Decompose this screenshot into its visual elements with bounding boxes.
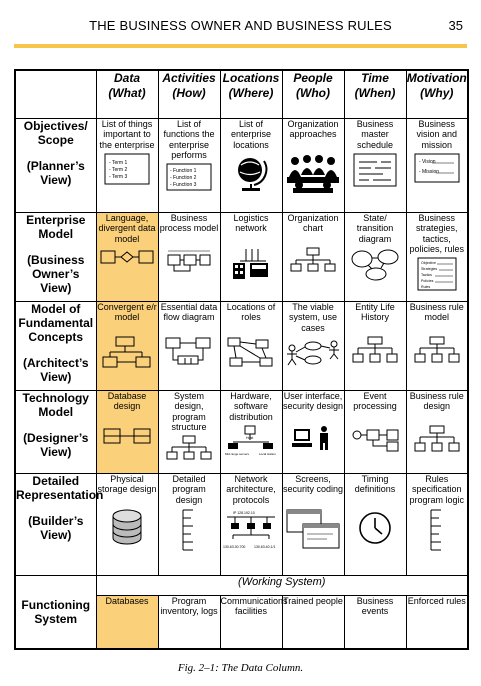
zachman-framework-table xyxy=(14,69,469,650)
use-case-icon xyxy=(285,336,341,370)
cell-architect-time: Entity Life History xyxy=(344,301,406,390)
svg-text:Tactics: Tactics xyxy=(420,272,432,277)
cell-builder-locations: Network architecture, protocols IP 128.192.10 130.63.30.700 130.63.40.1/1 xyxy=(220,473,282,575)
row-working-system-banner xyxy=(15,575,468,595)
cell-designer-time: Event processing xyxy=(344,390,406,473)
row-designer xyxy=(15,390,468,473)
header-rule xyxy=(14,44,467,48)
svg-text:- Term 2: - Term 2 xyxy=(109,166,128,173)
cell-designer-activities: System design, program structure xyxy=(158,390,220,473)
cell-owner-motivation: Business strategies, tactics, policies, rules Objective Strategies Tactics Policies Rules xyxy=(406,212,468,301)
storage-drum-icon xyxy=(107,508,147,548)
svg-text:- Function 3: - Function 3 xyxy=(170,181,197,188)
col-header-people: People (Who) xyxy=(282,70,344,118)
svg-text:Rules: Rules xyxy=(420,284,430,289)
cell-planner-activities: List of functions the enterprise performs - Function 1 - Function 2 - Function 3 xyxy=(158,118,220,212)
svg-text:- Term 1: - Term 1 xyxy=(109,159,128,166)
cell-owner-locations: Logistics network xyxy=(220,212,282,301)
cell-functioning-time: Business events xyxy=(344,595,406,649)
row-business-owner xyxy=(15,212,468,301)
column-header-row xyxy=(15,70,468,118)
cell-owner-data: Language, divergent data model xyxy=(96,212,158,301)
clock-icon xyxy=(355,508,395,548)
svg-text:IP 128.192.10: IP 128.192.10 xyxy=(233,510,255,515)
svg-text:- Term 3: - Term 3 xyxy=(109,173,128,180)
rule-design-icon xyxy=(414,425,460,453)
svg-text:- Mission: - Mission xyxy=(418,168,439,175)
row-architect xyxy=(15,301,468,390)
svg-text:Strategies: Strategies xyxy=(420,266,437,271)
svg-text:130.63.30.700: 130.63.30.700 xyxy=(223,544,246,549)
cell-architect-activities: Essential data flow diagram xyxy=(158,301,220,390)
program-code-icon xyxy=(179,508,199,552)
roles-network-icon xyxy=(226,336,276,368)
cell-architect-motivation: Business rule model xyxy=(406,301,468,390)
org-chart-icon xyxy=(290,247,336,273)
svg-text:- Function 1: - Function 1 xyxy=(170,167,197,174)
schedule-icon xyxy=(353,153,397,187)
program-structure-icon xyxy=(166,435,212,461)
cell-functioning-activities: Program inventory, logs xyxy=(158,595,220,649)
svg-text:Mid range servers: Mid range servers xyxy=(225,451,250,456)
cell-builder-time: Timing definitions xyxy=(344,473,406,575)
cell-functioning-motivation: Enforced rules xyxy=(406,595,468,649)
cell-designer-motivation: Business rule design xyxy=(406,390,468,473)
data-flow-icon xyxy=(164,336,214,368)
col-header-data: Data (What) xyxy=(96,70,158,118)
network-protocol-icon xyxy=(223,508,279,552)
cell-functioning-people: Trained people xyxy=(282,595,344,649)
row-builder xyxy=(15,473,468,575)
cell-builder-people: Screens, security coding xyxy=(282,473,344,575)
entity-relationship-icon xyxy=(100,247,154,267)
col-header-activities: Activities (How) xyxy=(158,70,220,118)
rule-model-icon xyxy=(414,336,460,364)
event-processing-icon xyxy=(350,425,400,453)
svg-text:- Vision: - Vision xyxy=(418,158,436,165)
cell-planner-locations: List of enterprise locations xyxy=(220,118,282,212)
working-system-banner: (Working System) xyxy=(96,575,468,595)
row-header-builder: Detailed Representation (Builder’s View) xyxy=(15,473,96,575)
running-head-title: THE BUSINESS OWNER AND BUSINESS RULES xyxy=(89,18,392,33)
cell-planner-data: List of things important to the enterprise - Term 1 - Term 2 - Term 3 xyxy=(96,118,158,212)
function-list-icon xyxy=(166,163,212,191)
cell-functioning-data: Databases xyxy=(96,595,158,649)
cell-designer-data: Database design xyxy=(96,390,158,473)
state-transition-icon xyxy=(350,247,400,281)
svg-text:- Function 2: - Function 2 xyxy=(170,174,197,181)
er-model-icon xyxy=(102,336,152,370)
cell-planner-motivation: Business vision and mission - Vision - Mission xyxy=(406,118,468,212)
svg-text:Policies: Policies xyxy=(420,278,434,283)
process-model-icon xyxy=(166,247,212,275)
entity-life-history-icon xyxy=(352,336,398,364)
corner-cell xyxy=(15,70,96,118)
cell-builder-data: Physical storage design xyxy=(96,473,158,575)
logistics-network-icon xyxy=(230,247,272,281)
row-header-planner: Objectives/ Scope (Planner’s View) xyxy=(15,118,96,212)
svg-text:Objective: Objective xyxy=(420,260,436,265)
cell-owner-time: State/ transition diagram xyxy=(344,212,406,301)
cell-designer-locations: Hardware, software distribution Host Mid range servers Local station xyxy=(220,390,282,473)
svg-text:Local station: Local station xyxy=(259,451,276,456)
globe-icon xyxy=(231,153,271,193)
col-header-motivation: Motivation (Why) xyxy=(406,70,468,118)
cell-builder-motivation: Rules specification program logic xyxy=(406,473,468,575)
user-terminal-icon xyxy=(290,425,336,451)
row-header-architect: Model of Fundamental Concepts (Architect’s View) xyxy=(15,301,96,390)
cell-architect-locations: Locations of roles xyxy=(220,301,282,390)
row-header-business-owner: Enterprise Model (Business Owner’s View) xyxy=(15,212,96,301)
database-design-icon xyxy=(102,425,152,447)
svg-text:Host: Host xyxy=(246,435,254,440)
page-number: 35 xyxy=(448,18,463,33)
col-header-locations: Locations (Where) xyxy=(220,70,282,118)
hardware-distribution-icon xyxy=(225,425,277,457)
figure-caption: Fig. 2–1: The Data Column. xyxy=(177,662,304,674)
cell-architect-data: Convergent e/r model xyxy=(96,301,158,390)
cell-planner-time: Business master schedule xyxy=(344,118,406,212)
cell-builder-activities: Detailed program design xyxy=(158,473,220,575)
cell-owner-people: Organization chart xyxy=(282,212,344,301)
row-header-functioning: Functioning System xyxy=(15,575,96,649)
cell-architect-people: The viable system, use cases xyxy=(282,301,344,390)
cell-designer-people: User interface, security design xyxy=(282,390,344,473)
row-header-designer: Technology Model (Designer’s View) xyxy=(15,390,96,473)
row-planner xyxy=(15,118,468,212)
col-header-time: Time (When) xyxy=(344,70,406,118)
cell-functioning-locations: Communications facilities xyxy=(220,595,282,649)
rule-logic-icon xyxy=(427,508,447,552)
svg-text:130.63.40.1/1: 130.63.40.1/1 xyxy=(254,544,276,549)
cell-planner-people: Organization approaches xyxy=(282,118,344,212)
running-head xyxy=(14,18,467,36)
vision-mission-list-icon xyxy=(414,153,460,183)
term-list-icon xyxy=(104,153,150,185)
policy-document-icon xyxy=(417,257,457,291)
cell-owner-activities: Business process model xyxy=(158,212,220,301)
screens-icon xyxy=(285,508,341,550)
meeting-people-icon xyxy=(285,153,341,193)
